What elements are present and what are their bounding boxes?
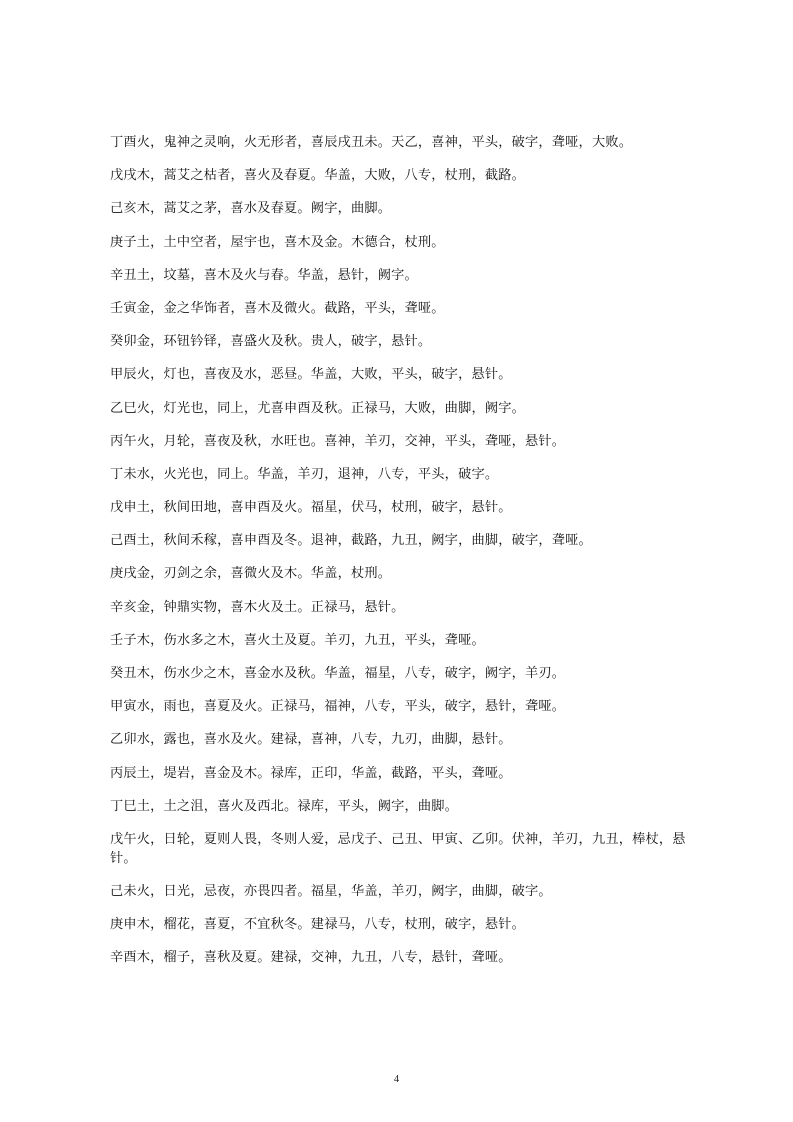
entry-10: 丙午火，月轮，喜夜及秋，水旺也。喜神，羊刃，交神，平头，聋哑，悬针。 — [110, 433, 566, 449]
entry-4: 庚子土，土中空者，屋宇也，喜木及金。木德合，杖刑。 — [110, 234, 445, 250]
entry-14: 庚戌金，刃剑之余，喜微火及木。华盖，杖刑。 — [110, 566, 392, 582]
entry-9: 乙巳火，灯光也，同上，尤喜申酉及秋。正禄马，大败，曲脚，阙字。 — [110, 400, 526, 416]
entry-12: 戊申土，秋间田地，喜申酉及火。福星，伏马，杖刑，破字，悬针。 — [110, 500, 512, 516]
entry-19: 乙卯水，露也，喜水及火。建禄，喜神，八专，九刃，曲脚，悬针。 — [110, 732, 512, 748]
entry-25: 辛酉木，榴子，喜秋及夏。建禄，交神，九丑，八专，悬针，聋哑。 — [110, 950, 512, 966]
document-body — [110, 134, 690, 982]
entry-22: 戊午火，日轮，夏则人畏，冬则人爱，忌戊子、己丑、甲寅、乙卯。伏神，羊刃，九丑，棒杖，悬针。 — [110, 831, 686, 866]
entry-21: 丁巳土，土之沮，喜火及西北。禄库，平头，阙字，曲脚。 — [110, 798, 459, 814]
entry-20: 丙辰土，堤岩，喜金及木。禄库，正印，华盖，截路，平头，聋哑。 — [110, 765, 512, 781]
entry-16: 壬子木，伤水多之木，喜火土及夏。羊刃，九丑，平头，聋哑。 — [110, 632, 485, 648]
entry-18: 甲寅水，雨也，喜夏及火。正禄马，福神，八专，平头，破字，悬针，聋哑。 — [110, 699, 566, 715]
entry-11: 丁未水，火光也，同上。华盖，羊刃，退神，八专，平头，破字。 — [110, 466, 499, 482]
entry-3: 己亥木，蒿艾之茅，喜水及春夏。阙字，曲脚。 — [110, 201, 392, 217]
entry-2: 戊戌木，蒿艾之枯者，喜火及春夏。华盖，大败，八专，杖刑，截路。 — [110, 168, 526, 184]
entry-6: 壬寅金，金之华饰者，喜木及微火。截路，平头，聋哑。 — [110, 300, 445, 316]
entry-17: 癸丑木，伤水少之木，喜金水及秋。华盖，福星，八专，破字，阙字，羊刃。 — [110, 666, 566, 681]
entry-8: 甲辰火，灯也，喜夜及水，恶昼。华盖，大败，平头，破字，悬针。 — [110, 367, 512, 383]
entry-5: 辛丑土，坟墓，喜木及火与春。华盖，悬针，阙字。 — [110, 267, 418, 283]
entry-23: 己未火，日光，忌夜，亦畏四者。福星，华盖，羊刃，阙字，曲脚，破字。 — [110, 883, 552, 899]
entry-1: 丁酉火，鬼神之灵响，火无形者，喜辰戌丑未。天乙，喜神，平头，破字，聋哑，大败。 — [110, 135, 633, 150]
page-number: 4 — [393, 1074, 400, 1085]
entry-15: 辛亥金，钟鼎实物，喜木火及土。正禄马，悬针。 — [110, 599, 405, 615]
entry-7: 癸卯金，环钮钤铎，喜盛火及秋。贵人，破字，悬针。 — [110, 334, 432, 350]
entry-13: 己酉土，秋间禾稼，喜申酉及冬。退神，截路，九丑，阙字，曲脚，破字，聋哑。 — [110, 533, 592, 549]
entry-24: 庚申木，榴花，喜夏，不宜秋冬。建禄马，八专，杖刑，破字，悬针。 — [110, 916, 526, 932]
